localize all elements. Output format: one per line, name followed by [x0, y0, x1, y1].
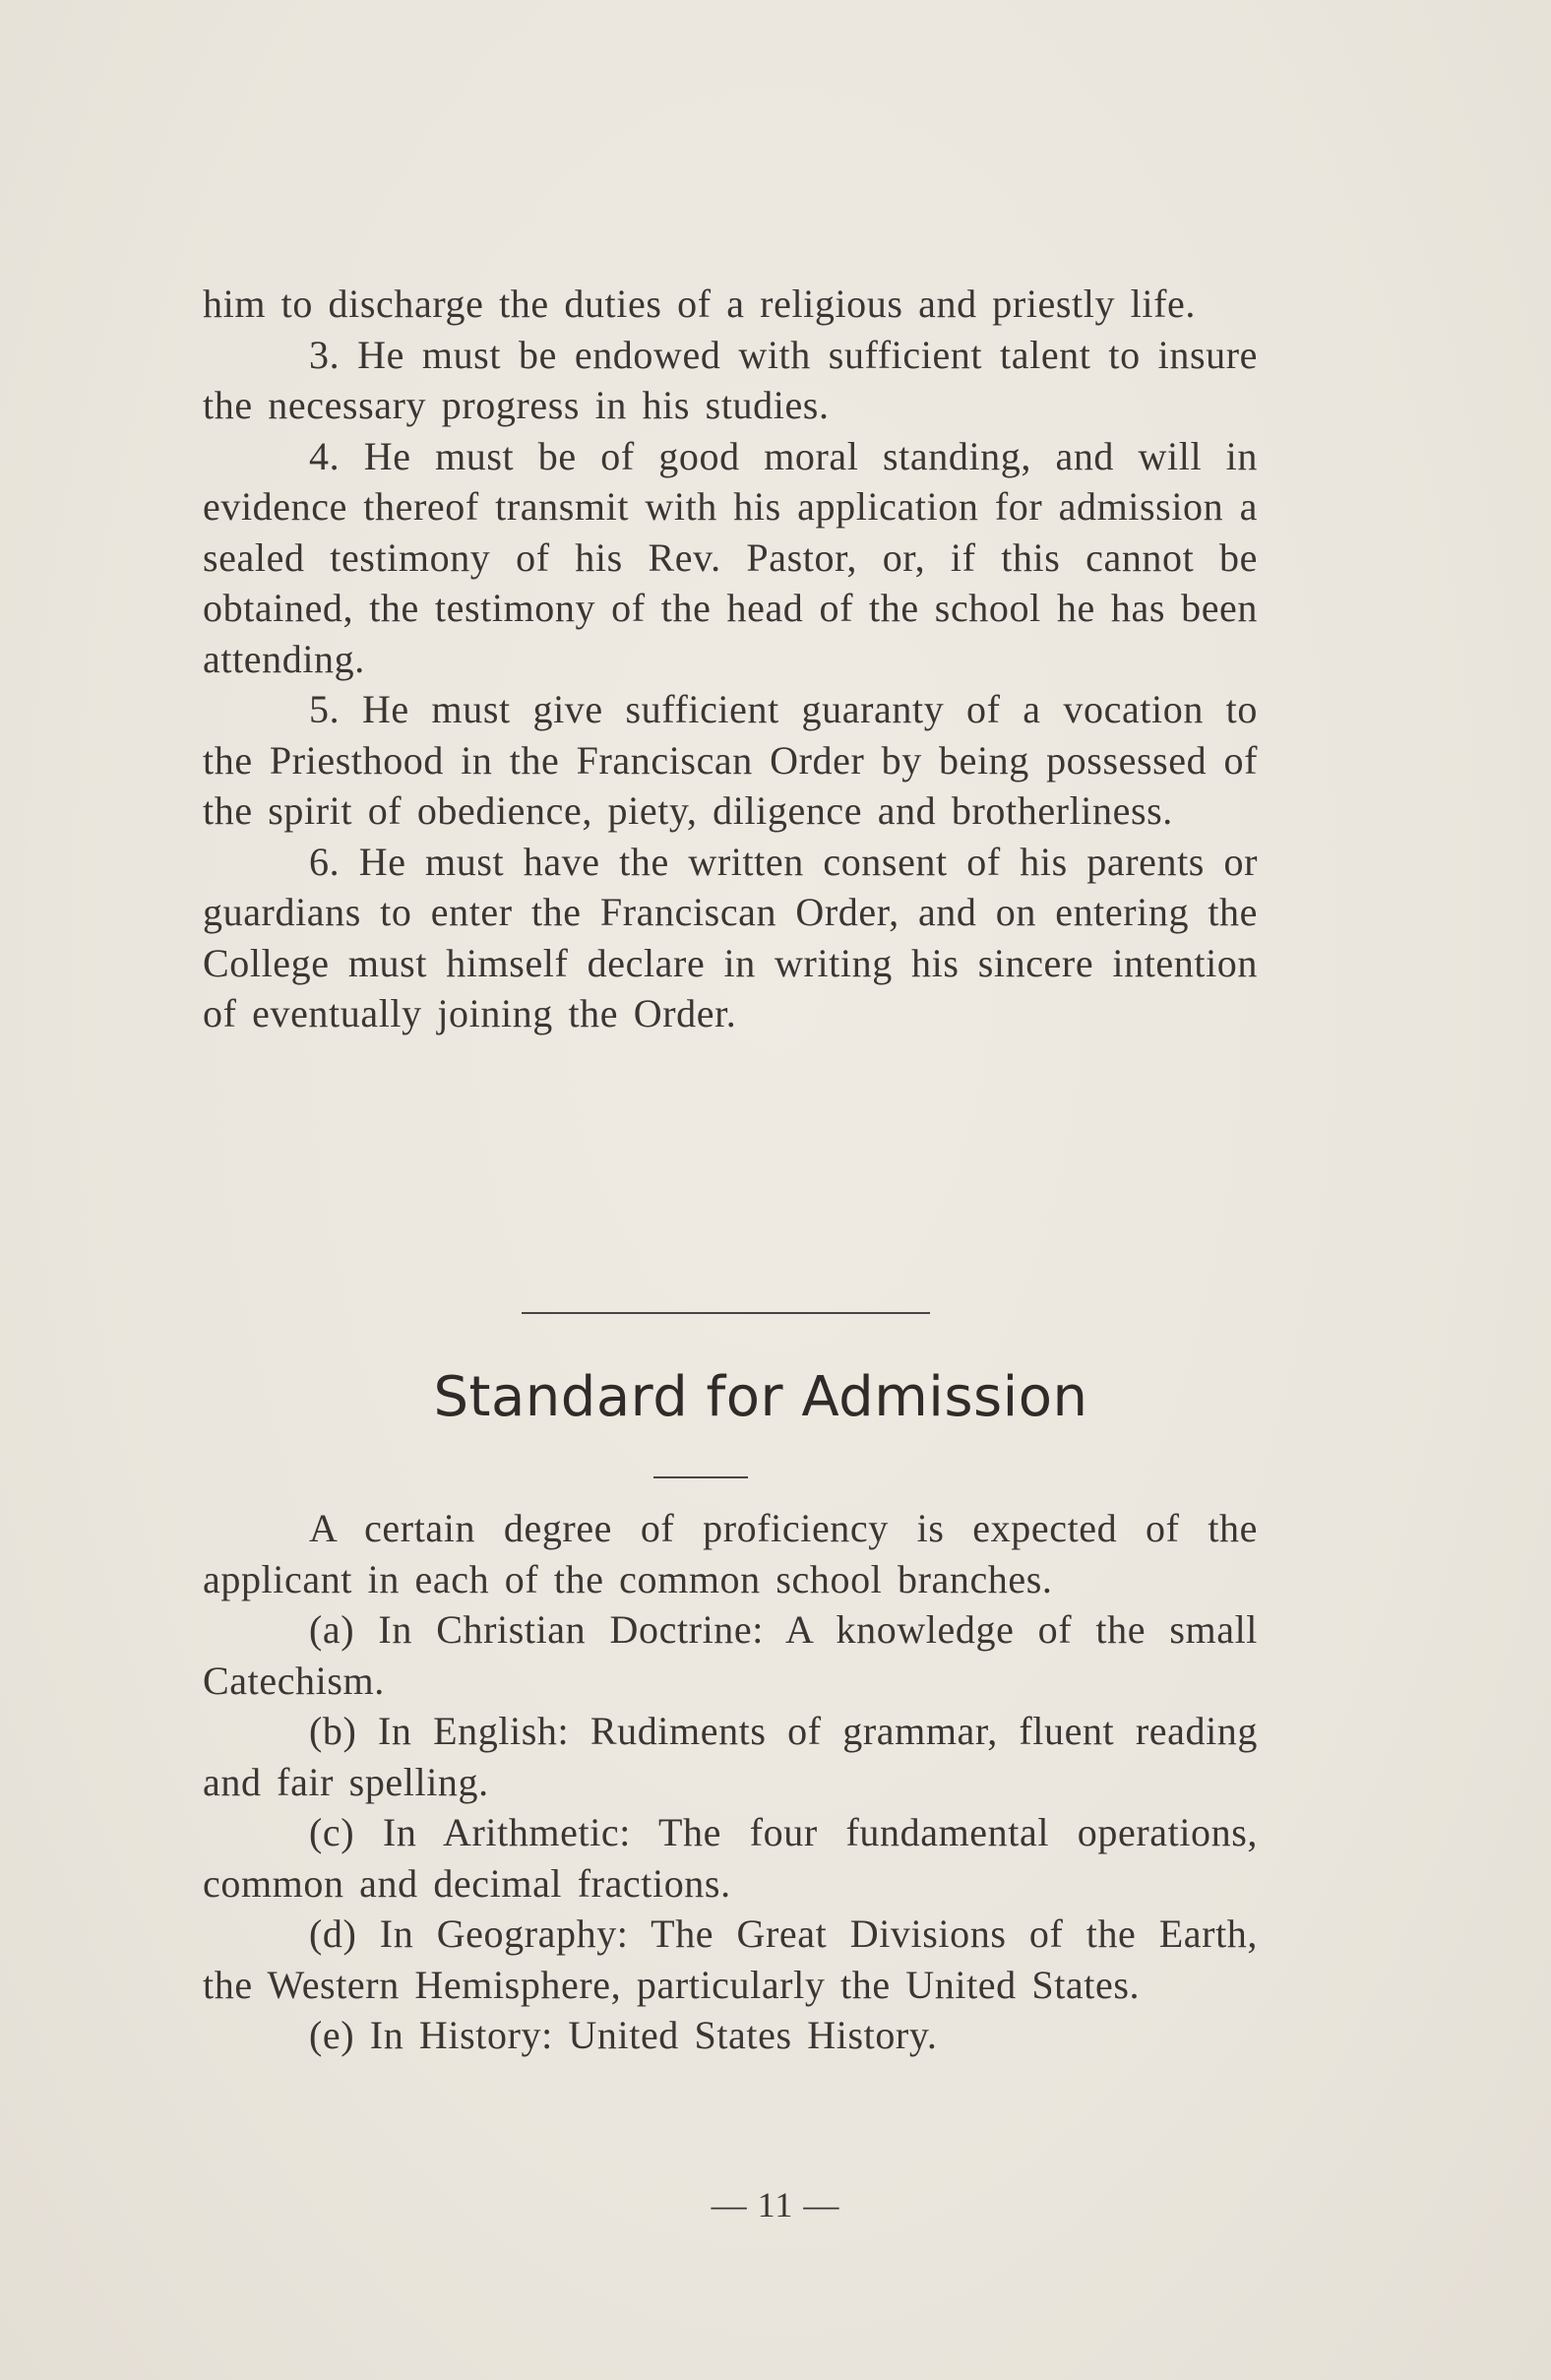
paragraph-standard-intro: A certain degree of proficiency is expected of the applicant in each of the common school branches. [203, 1506, 1258, 1601]
text-block-standards [203, 1503, 1258, 2061]
paragraph-standard-c: (c) In Arithmetic: The four fundamental operations, common and decimal fractions. [203, 1810, 1258, 1906]
text-block-requirements [203, 279, 1258, 1039]
paragraph-standard-a: (a) In Christian Doctrine: A knowledge of the small Catechism. [203, 1607, 1258, 1703]
section-heading [0, 1358, 1551, 1437]
paragraph-requirement-3: 3. He must be endowed with sufficient talent to insure the necessary progress in his studies. [203, 332, 1258, 427]
paragraph-standard-b: (b) In English: Rudiments of grammar, fluent reading and fair spelling. [203, 1709, 1258, 1804]
paragraph-standard-e: (e) In History: United States History. [309, 2013, 938, 2057]
page-number: — 11 — [711, 2185, 840, 2224]
paragraph-requirement-6: 6. He must have the written consent of his parents or guardians to enter the Franciscan Order, and on entering the College must himself declare in writing his sincere intention of eventually joining the Order. [203, 839, 1258, 1035]
heading-underline-rule [653, 1476, 748, 1478]
section-divider-rule [522, 1312, 930, 1314]
paragraph-requirement-5: 5. He must give sufficient guaranty of a vocation to the Priesthood in the Franciscan Order by being possessed of the spirit of obedience, piety, diligence and brotherliness. [203, 687, 1258, 833]
paragraph-standard-d: (d) In Geography: The Great Divisions of the Earth, the Western Hemisphere, particularly the United States. [203, 1911, 1258, 2007]
paragraph-continuation: him to discharge the duties of a religious and priestly life. [203, 282, 1196, 326]
section-heading-text: Standard for Admission [433, 1365, 1088, 1429]
paragraph-requirement-4: 4. He must be of good moral standing, and will in evidence thereof transmit with his application for admission a sealed testimony of his Rev. Pastor, or, if this cannot be obtained, the testimony of the head of the school he has been attending. [203, 433, 1258, 681]
